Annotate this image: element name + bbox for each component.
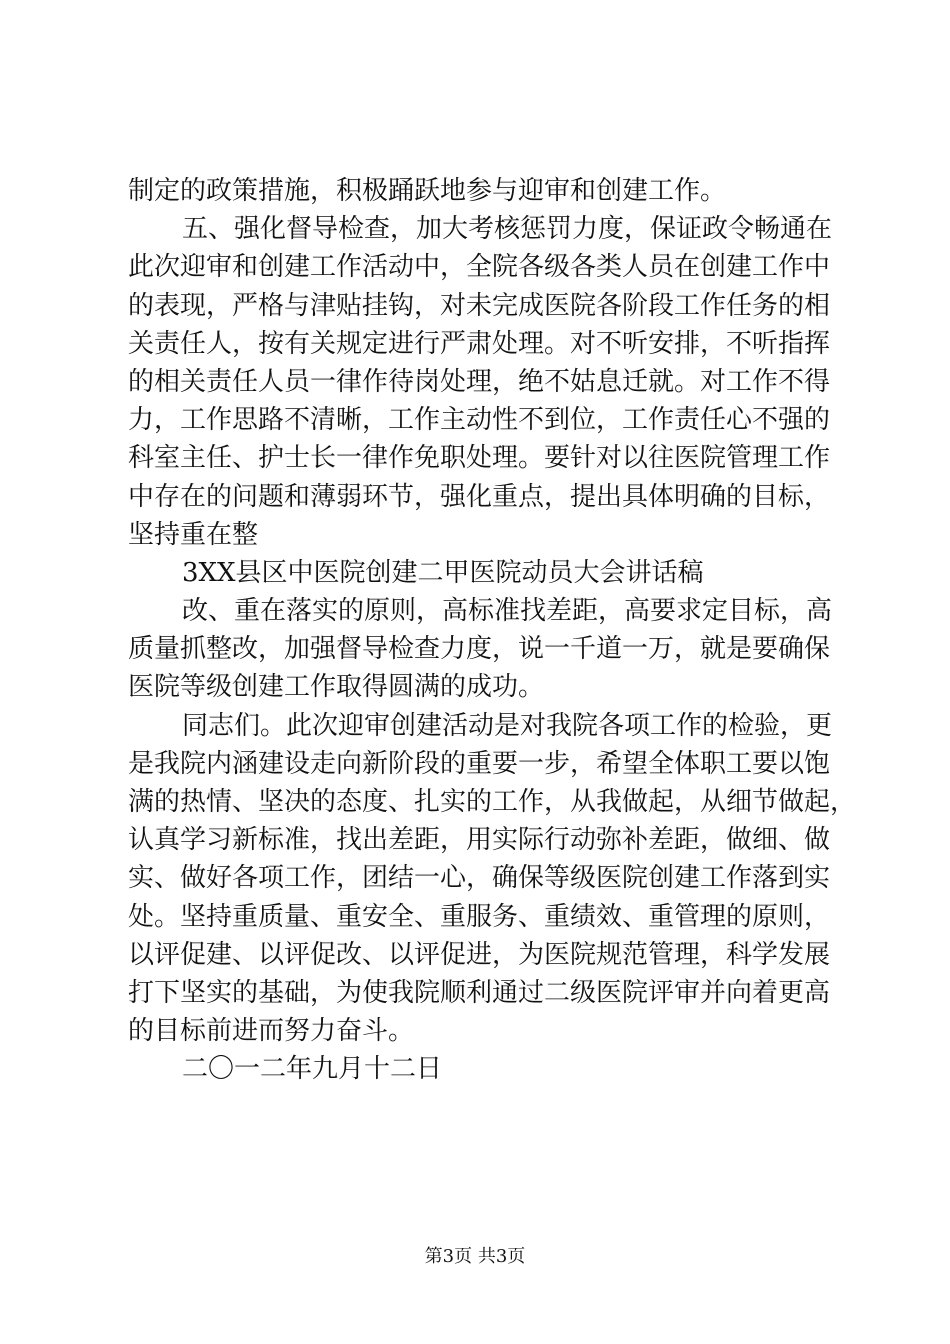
text-line: 的表现，严格与津贴挂钩，对未完成医院各阶段工作任务的相 [128,290,831,321]
text-line: 的目标前进而努力奋斗。 [128,1016,415,1047]
text-line: 科室主任、护士长一律作免职处理。要针对以往医院管理工作 [128,443,831,474]
text-line: 五、强化督导检查，加大考核惩罚力度，保证政令畅通在 [182,214,833,245]
page-number-footer: 第3页 共3页 [424,1246,526,1267]
text-line: 此次迎审和创建工作活动中，全院各级各类人员在创建工作中 [128,252,831,283]
text-line: 是我院内涵建设走向新阶段的重要一步，希望全体职工要以饱 [128,748,831,779]
text-line: 医院等级创建工作取得圆满的成功。 [128,672,545,703]
text-line: 关责任人，按有关规定进行严肃处理。对不听安排，不听指挥 [128,328,831,359]
text-line: 实、做好各项工作，团结一心，确保等级医院创建工作落到实 [128,863,831,894]
text-line: 认真学习新标准，找出差距，用实际行动弥补差距，做细、做 [128,825,831,856]
text-line: 制定的政策措施，积极踊跃地参与迎审和创建工作。 [128,176,727,206]
date-line: 二〇一二年九月十二日 [182,1054,443,1085]
text-line: 改、重在落实的原则，高标准找差距，高要求定目标，高 [182,596,833,627]
text-line: 处。坚持重质量、重安全、重服务、重绩效、重管理的原则， [128,901,831,932]
text-line: 坚持重在整 [128,519,259,550]
document-body [128,172,857,1089]
section-title: 3XX县区中医院创建二甲医院动员大会讲话稿 [182,557,704,588]
text-line: 质量抓整改，加强督导检查力度，说一千道一万，就是要确保 [128,634,831,665]
text-line: 中存在的问题和薄弱环节，强化重点，提出具体明确的目标， [128,481,831,512]
text-line: 满的热情、坚决的态度、扎实的工作，从我做起，从细节做起， [128,787,857,817]
text-line: 的相关责任人员一律作待岗处理，绝不姑息迁就。对工作不得 [128,366,831,397]
text-line: 力，工作思路不清晰，工作主动性不到位，工作责任心不强的 [128,405,831,436]
text-line: 以评促建、以评促改、以评促进，为医院规范管理，科学发展 [128,939,831,970]
text-line: 打下坚实的基础，为使我院顺利通过二级医院评审并向着更高 [128,977,831,1008]
text-line: 同志们。此次迎审创建活动是对我院各项工作的检验，更 [182,710,833,741]
